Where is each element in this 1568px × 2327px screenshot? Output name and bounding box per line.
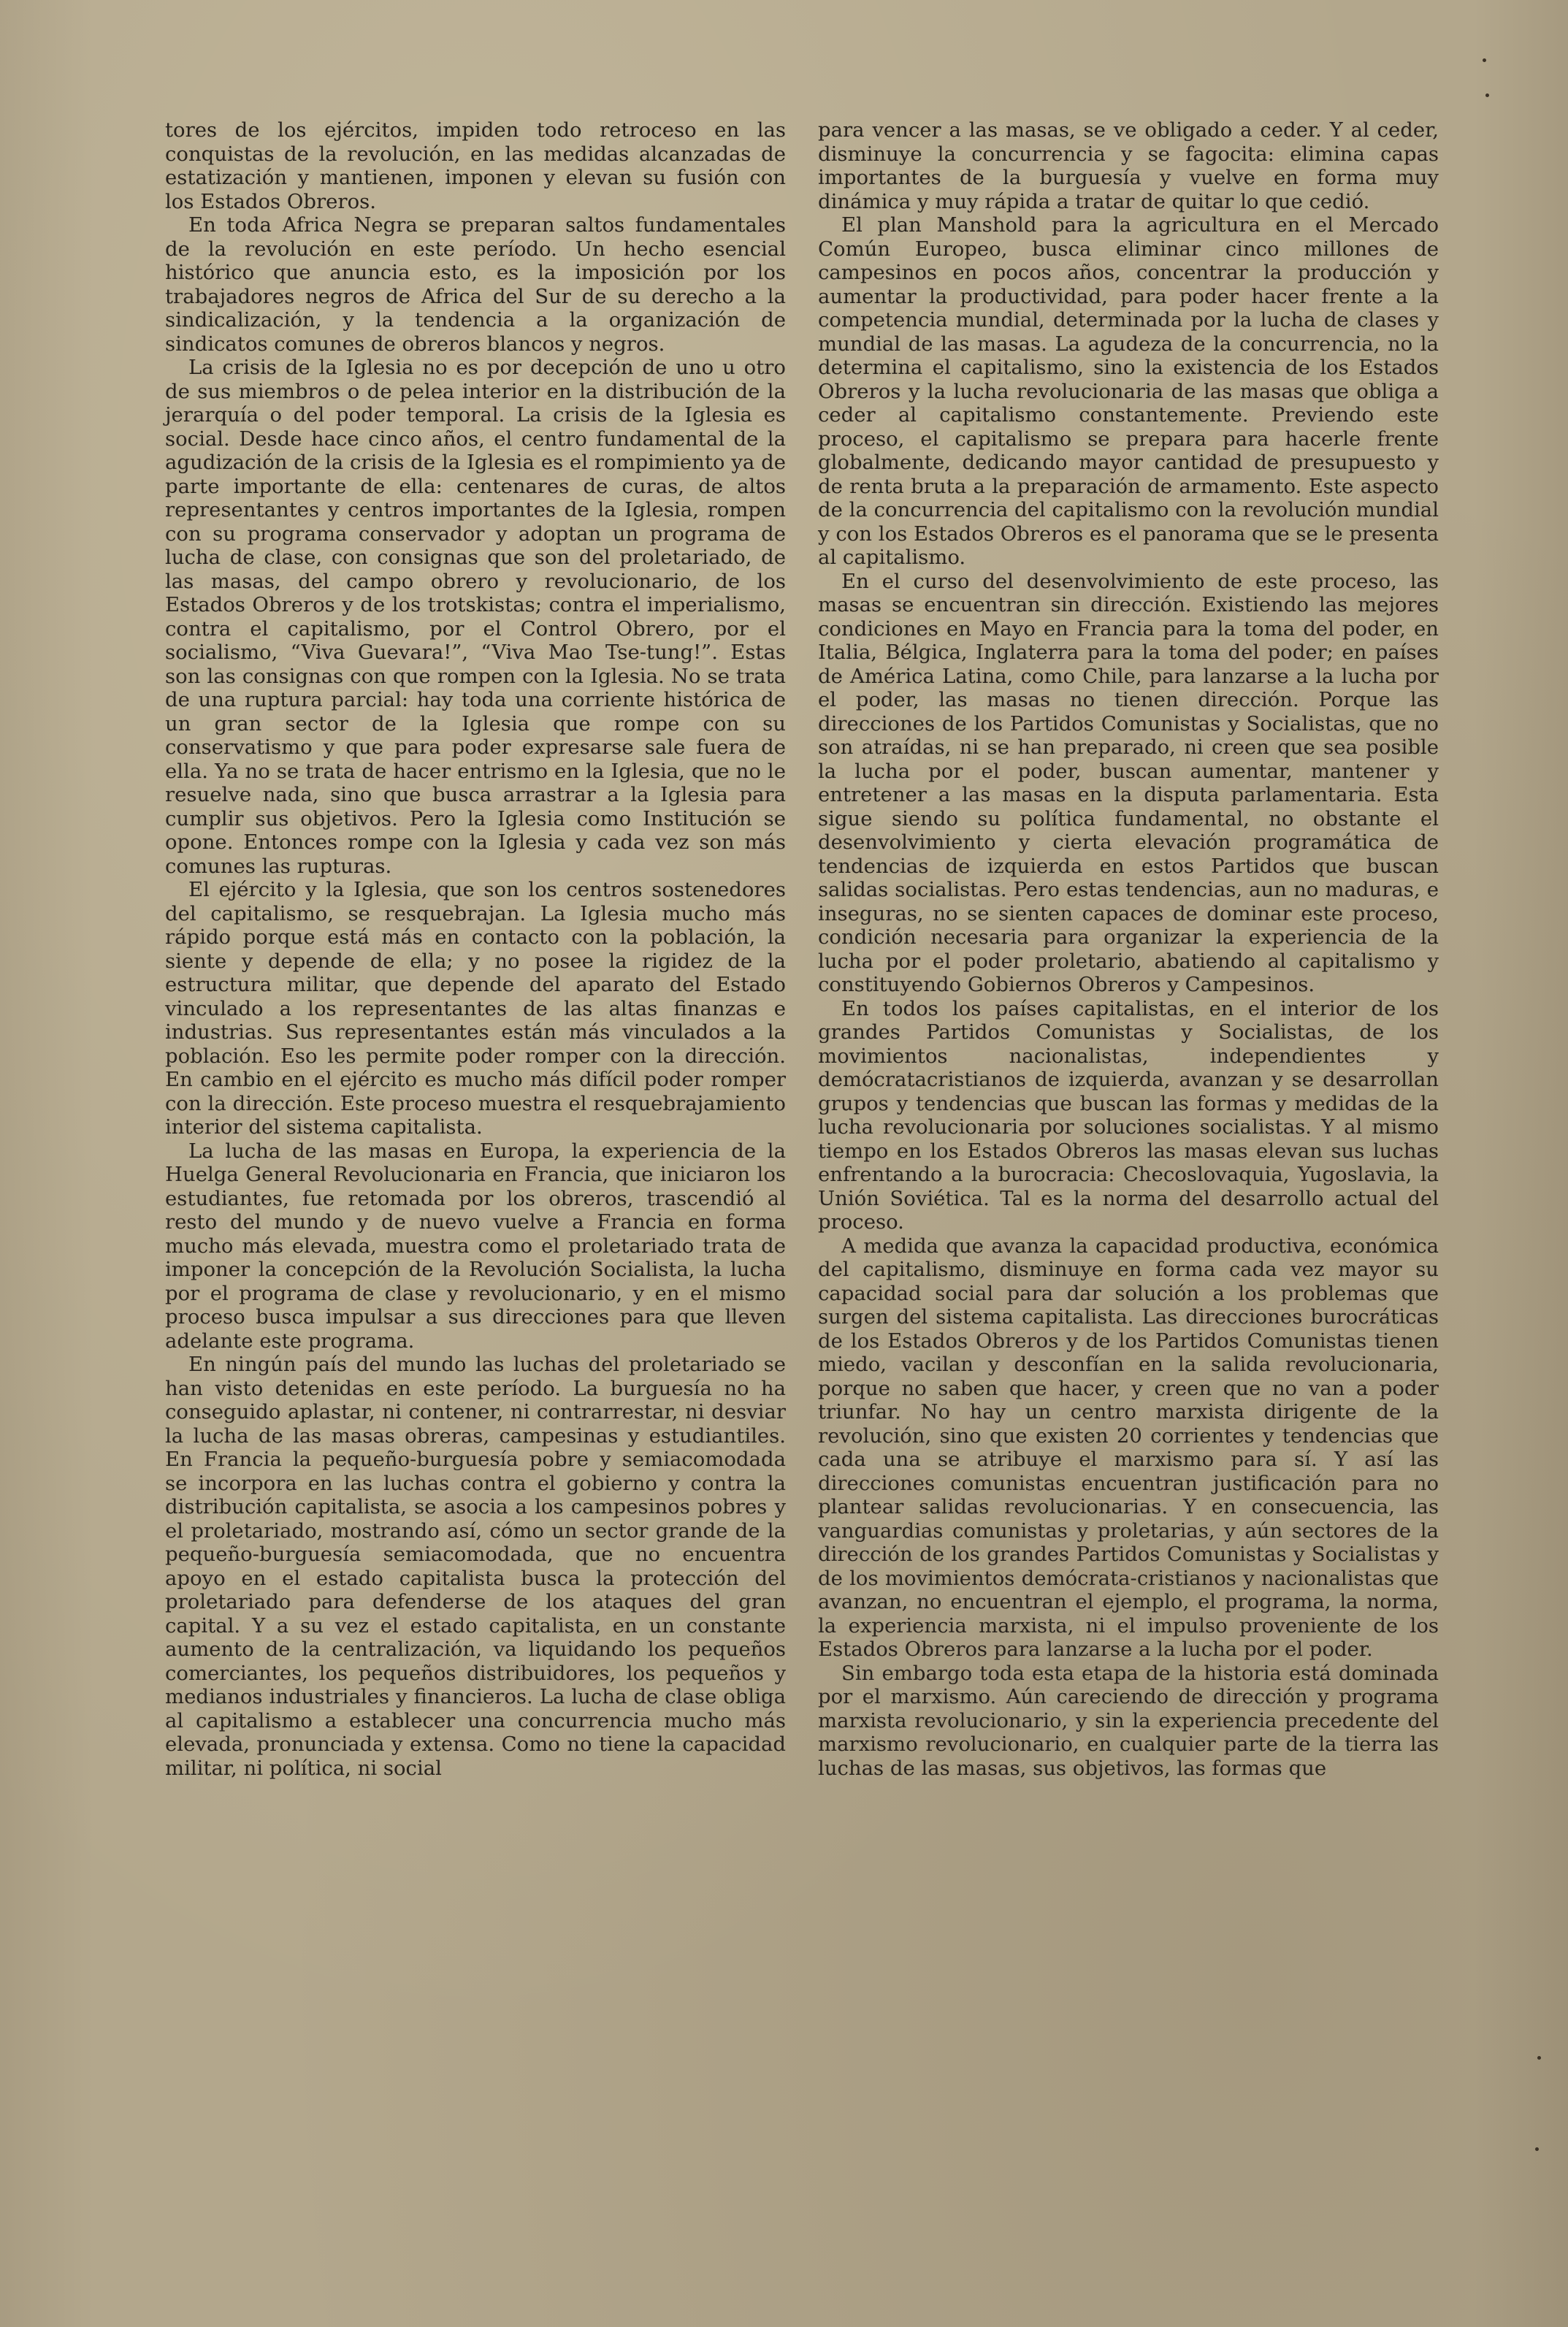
paper-speck: [1485, 93, 1489, 97]
paragraph: La crisis de la Iglesia no es por decepción de uno u otro de sus miembros o de pelea interior en la distribución de la jerarquía o del poder temporal. La crisis de la Iglesia es social. Desde hace cinco años, el centro fundamental de la agudización de la crisis de la Iglesia es el rompimiento ya de parte importante de ella: centenares de curas, de altos representantes y centros importantes de la Iglesia, rompen con su programa conservador y adoptan un programa de lucha de clase, con consignas que son del proletariado, de las masas, del campo obrero y revolucionario, de los Estados Obreros y de los trotskistas; contra el imperialismo, contra el capitalismo, por el Control Obrero, por el socialismo, “Viva Guevara!”, “Viva Mao Tse-tung!”. Estas son las consignas con que rompen con la Iglesia. No se trata de una ruptura parcial: hay toda una corriente histórica de un gran sector de la Iglesia que rompe con su conservatismo y que para poder expresarse sale fuera de ella. Ya no se trata de hacer entrismo en la Iglesia, que no le resuelve nada, sino que busca arrastrar a la Iglesia para cumplir sus objetivos. Pero la Iglesia como Institución se opone. Entonces rompe con la Iglesia y cada vez son más comunes las rupturas.: [165, 356, 786, 878]
paragraph: La lucha de las masas en Europa, la experiencia de la Huelga General Revolucionaria en Francia, que iniciaron los estudiantes, fue retomada por los obreros, trascendió al resto del mundo y de nuevo vuelve a Francia en forma mucho más elevada, muestra como el proletariado trata de imponer la concepción de la Revolución Socialista, la lucha por el programa de clase y revolucionario, y en el mismo proceso busca impulsar a sus direcciones para que lleven adelante este programa.: [165, 1139, 786, 1353]
paper-speck: [1483, 58, 1486, 62]
paragraph: En ningún país del mundo las luchas del proletariado se han visto detenidas en este período. La burguesía no ha conseguido aplastar, ni contener, ni contrarrestar, ni desviar la lucha de las masas obreras, campesinas y estudiantiles. En Francia la pequeño-burguesía pobre y semiacomodada se incorpora en las luchas contra el gobierno y contra la distribución capitalista, se asocia a los campesinos pobres y el proletariado, mostrando así, cómo un sector grande de la pequeño-burguesía semiacomodada, que no encuentra apoyo en el estado capitalista busca la protección del proletariado para defenderse de los ataques del gran capital. Y a su vez el estado capitalista, en un constante aumento de la centralización, va liquidando los pequeños comerciantes, los pequeños distribuidores, los pequeños y medianos industriales y financieros. La lucha de clase obliga al capitalismo a establecer una concurrencia mucho más elevada, pronunciada y extensa. Como no tiene la capacidad militar, ni política, ni social: [165, 1353, 786, 1780]
paragraph: En toda Africa Negra se preparan saltos fundamentales de la revolución en este período. Un hecho esencial histórico que anuncia esto, es la imposición por los trabajadores negros de Africa del Sur de su derecho a la sindicalización, y la tendencia a la organización de sindicatos comunes de obreros blancos y negros.: [165, 213, 786, 356]
paragraph: Sin embargo toda esta etapa de la historia está dominada por el marxismo. Aún careciendo de dirección y programa marxista revolucionario, y sin la experiencia precedente del marxismo revolucionario, en cualquier parte de la tierra las luchas de las masas, sus objetivos, las formas que: [818, 1661, 1439, 1780]
paper-speck: [1535, 2147, 1539, 2151]
paragraph: para vencer a las masas, se ve obligado a ceder. Y al ceder, disminuye la concurrencia y se fagocita: elimina capas importantes de la burguesía y vuelve en forma muy dinámica y muy rápida a tratar de quitar lo que cedió.: [818, 118, 1439, 213]
paragraph: tores de los ejércitos, impiden todo retroceso en las conquistas de la revolución, en las medidas alcanzadas de estatización y mantienen, imponen y elevan su fusión con los Estados Obreros.: [165, 118, 786, 213]
paragraph: El plan Manshold para la agricultura en el Mercado Común Europeo, busca eliminar cinco millones de campesinos en pocos años, concentrar la producción y aumentar la productividad, para poder hacer frente a la competencia mundial, determinada por la lucha de clases y mundial de las masas. La agudeza de la concurrencia, no la determina el capitalismo, sino la existencia de los Estados Obreros y la lucha revolucionaria de las masas que obliga a ceder al capitalismo constantemente. Previendo este proceso, el capitalismo se prepara para hacerle frente globalmente, dedicando mayor cantidad de presupuesto y de renta bruta a la preparación de armamento. Este aspecto de la concurrencia del capitalismo con la revolución mundial y con los Estados Obreros es el panorama que se le presenta al capitalismo.: [818, 213, 1439, 569]
paper-speck: [1537, 2056, 1541, 2060]
right-column: [818, 118, 1439, 1780]
paragraph: En el curso del desenvolvimiento de este proceso, las masas se encuentran sin dirección. Existiendo las mejores condiciones en Mayo en Francia para la toma del poder, en Italia, Bélgica, Inglaterra para la toma del poder; en países de América Latina, como Chile, para lanzarse a la lucha por el poder, las masas no tienen dirección. Porque las direcciones de los Partidos Comunistas y Socialistas, que no son atraídas, ni se han preparado, ni creen que sea posible la lucha por el poder, buscan aumentar, mantener y entretener a las masas en la disputa parlamentaria. Esta sigue siendo su política fundamental, no obstante el desenvolvimiento y cierta elevación programática de tendencias de izquierda en estos Partidos que buscan salidas socialistas. Pero estas tendencias, aun no maduras, e inseguras, no se sienten capaces de dominar este proceso, condición necesaria para organizar la experiencia de la lucha por el poder proletario, abatiendo al capitalismo y constituyendo Gobiernos Obreros y Campesinos.: [818, 569, 1439, 996]
paragraph: En todos los países capitalistas, en el interior de los grandes Partidos Comunistas y Socialistas, de los movimientos nacionalistas, independientes y demócratacristianos de izquierda, avanzan y se desarrollan grupos y tendencias que buscan las formas y medidas de la lucha revolucionaria por soluciones socialistas. Y al mismo tiempo en los Estados Obreros las masas elevan sus luchas enfrentando a la burocracia: Checoslovaquia, Yugoslavia, la Unión Soviética. Tal es la norma del desarrollo actual del proceso.: [818, 996, 1439, 1234]
paragraph: A medida que avanza la capacidad productiva, económica del capitalismo, disminuye en forma cada vez mayor su capacidad social para dar solución a los problemas que surgen del sistema capitalista. Las direcciones burocráticas de los Estados Obreros y de los Partidos Comunistas tienen miedo, vacilan y desconfían en la salida revolucionaria, porque no saben que hacer, y creen que no van a poder triunfar. No hay un centro marxista dirigente de la revolución, sino que existen 20 corrientes y tendencias que cada una se atribuye el marxismo para sí. Y así las direcciones comunistas encuentran justificación para no plantear salidas revolucionarias. Y en consecuencia, las vanguardias comunistas y proletarias, y aún sectores de la dirección de los grandes Partidos Comunistas y Socialistas y de los movimientos demócrata-cristianos y nacionalistas que avanzan, no encuentran el ejemplo, el programa, la norma, la experiencia marxista, ni el impulso proveniente de los Estados Obreros para lanzarse a la lucha por el poder.: [818, 1234, 1439, 1661]
paragraph: El ejército y la Iglesia, que son los centros sostenedores del capitalismo, se resquebrajan. La Iglesia mucho más rápido porque está más en contacto con la población, la siente y depende de ella; y no posee la rigidez de la estructura militar, que depende del aparato del Estado vinculado a los representantes de las altas finanzas e industrias. Sus representantes están más vinculados a la población. Eso les permite poder romper con la dirección. En cambio en el ejército es mucho más difícil poder romper con la dirección. Este proceso muestra el resquebrajamiento interior del sistema capitalista.: [165, 878, 786, 1139]
left-column: [165, 118, 786, 1780]
